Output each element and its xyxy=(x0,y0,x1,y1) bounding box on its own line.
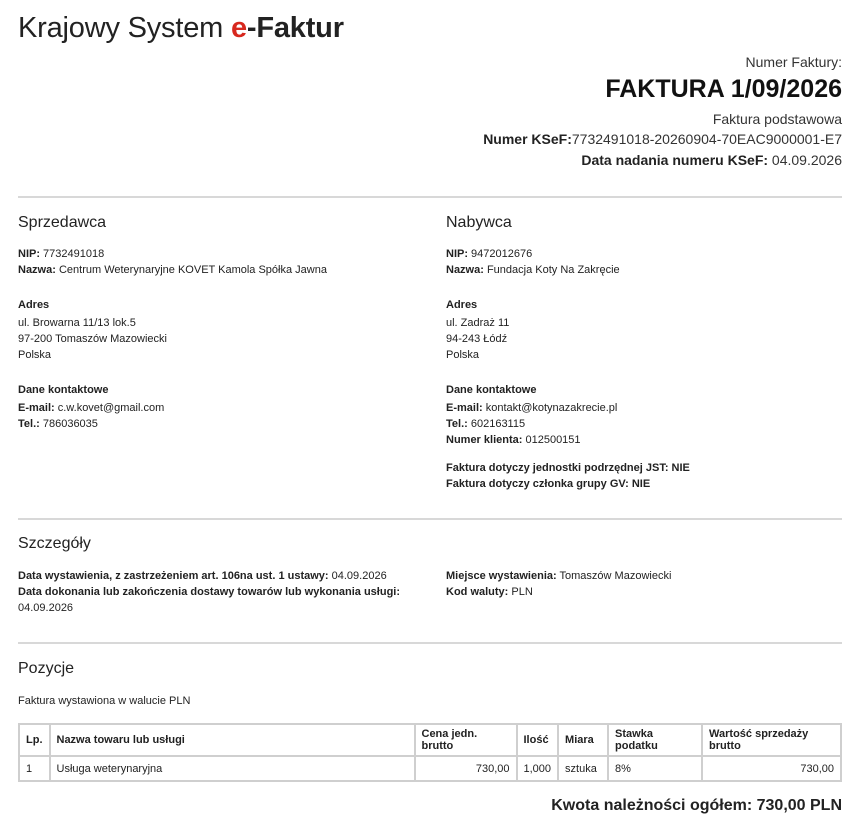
ksef-logo xyxy=(18,12,344,45)
buyer-tel: Tel.: 602163115 xyxy=(446,418,526,430)
ksef-number-label: Numer KSeF: xyxy=(483,131,572,147)
table-row xyxy=(19,756,841,781)
logo-prefix: Krajowy System xyxy=(18,12,231,44)
cell-value: 730,00 xyxy=(702,756,841,781)
buyer-address-line: Polska xyxy=(446,349,480,361)
cell-unit: sztuka xyxy=(558,756,608,781)
seller-heading: Sprzedawca xyxy=(18,214,107,231)
logo-e: e xyxy=(230,12,247,44)
invoice-kind: Faktura podstawowa xyxy=(712,111,842,127)
col-name: Nazwa towaru lub usługi xyxy=(50,724,415,756)
currency-note: Faktura wystawiona w walucie PLN xyxy=(18,695,191,707)
col-lp: Lp. xyxy=(19,724,50,756)
seller-address-line: Polska xyxy=(18,349,52,361)
ksef-number: 7732491018-20260904-70EAC9000001-E7 xyxy=(571,131,842,147)
buyer-jst: Faktura dotyczy jednostki podrzędnej JST: NIE xyxy=(446,462,690,474)
seller-address-line: ul. Browarna 11/13 lok.5 xyxy=(18,317,136,329)
total-value: 730,00 PLN xyxy=(752,797,842,814)
delivery-date: 04.09.2026 xyxy=(18,602,74,614)
col-price: Cena jedn. brutto xyxy=(415,724,517,756)
cell-price: 730,00 xyxy=(415,756,517,781)
delivery-date-label: Data dokonania lub zakończenia dostawy towarów lub wykonania usługi: xyxy=(18,586,401,598)
issue-date: Data wystawienia, z zastrzeżeniem art. 106na ust. 1 ustawy: 04.09.2026 xyxy=(18,570,387,582)
logo-faktur: -Faktur xyxy=(246,12,344,44)
invoice-number-label: Numer Faktury: xyxy=(745,54,842,70)
ksef-date-label: Data nadania numeru KSeF: xyxy=(581,152,769,168)
seller-block xyxy=(18,246,327,432)
col-value: Wartość sprzedaży brutto xyxy=(702,724,841,756)
col-qty: Ilość xyxy=(517,724,559,756)
buyer-name: Nazwa: Fundacja Koty Na Zakręcie xyxy=(446,264,620,276)
seller-nip: NIP: 7732491018 xyxy=(18,248,105,260)
cell-rate: 8% xyxy=(608,756,702,781)
buyer-block xyxy=(446,246,690,492)
issue-place: Miejsce wystawienia: Tomaszów Mazowiecki xyxy=(446,570,672,582)
divider xyxy=(18,642,842,644)
total-amount xyxy=(551,797,842,815)
items-table xyxy=(18,723,842,782)
seller-tel: Tel.: 786036035 xyxy=(18,418,98,430)
buyer-address-label: Adres xyxy=(446,299,478,311)
details-heading: Szczegóły xyxy=(18,535,91,552)
ksef-number-line xyxy=(483,129,842,150)
buyer-email: E-mail: kontakt@kotynazakrecie.pl xyxy=(446,402,618,414)
details-right xyxy=(446,568,671,600)
buyer-contact-label: Dane kontaktowe xyxy=(446,384,537,396)
cell-qty: 1,000 xyxy=(517,756,559,781)
buyer-nip: NIP: 9472012676 xyxy=(446,248,533,260)
invoice-number: FAKTURA 1/09/2026 xyxy=(605,75,842,103)
cell-lp: 1 xyxy=(19,756,50,781)
buyer-client-number: Numer klienta: 012500151 xyxy=(446,434,581,446)
total-label: Kwota należności ogółem: xyxy=(551,797,753,814)
seller-email: E-mail: c.w.kovet@gmail.com xyxy=(18,402,165,414)
buyer-address-line: ul. Zadraż 11 xyxy=(446,317,510,329)
col-rate: Stawka podatku xyxy=(608,724,702,756)
invoice-header xyxy=(483,52,842,171)
details-left xyxy=(18,568,400,616)
ksef-date-line xyxy=(483,150,842,171)
seller-contact-label: Dane kontaktowe xyxy=(18,384,109,396)
buyer-address-line: 94-243 Łódź xyxy=(446,333,508,345)
seller-address-label: Adres xyxy=(18,299,50,311)
table-header-row xyxy=(19,724,841,756)
col-unit: Miara xyxy=(558,724,608,756)
positions-heading: Pozycje xyxy=(18,660,75,677)
divider xyxy=(18,518,842,520)
currency-code: Kod waluty: PLN xyxy=(446,586,533,598)
cell-name: Usługa weterynaryjna xyxy=(50,756,415,781)
ksef-date: 04.09.2026 xyxy=(768,152,842,168)
buyer-heading: Nabywca xyxy=(446,214,512,231)
seller-address-line: 97-200 Tomaszów Mazowiecki xyxy=(18,333,167,345)
buyer-gv: Faktura dotyczy członka grupy GV: NIE xyxy=(446,478,651,490)
divider xyxy=(18,196,842,198)
seller-name: Nazwa: Centrum Weterynaryjne KOVET Kamola Spółka Jawna xyxy=(18,264,327,276)
